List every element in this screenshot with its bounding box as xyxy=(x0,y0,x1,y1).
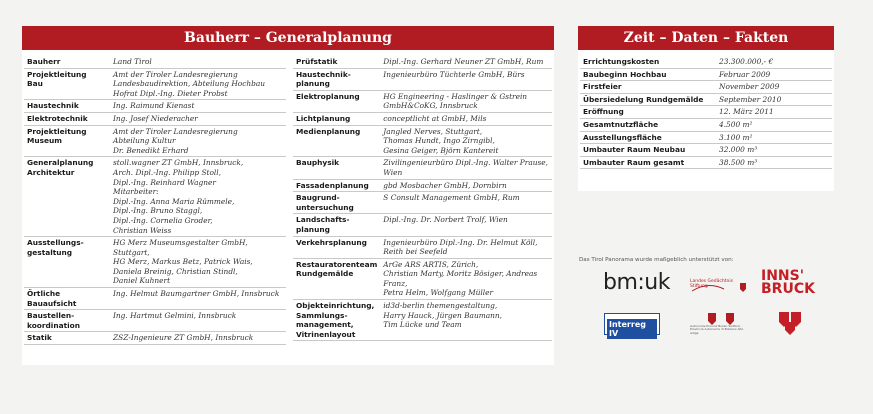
table-row xyxy=(293,236,552,258)
row-value: gbd Mosbacher GmbH, Dornbirn xyxy=(380,179,552,192)
bmuk-logo-text: bm:uk xyxy=(603,270,670,295)
row-key: Prüfstatik xyxy=(293,56,380,68)
row-key: Restauratorenteam Rundgemälde xyxy=(293,258,380,299)
innsbruck-coat-of-arms-icon xyxy=(777,310,803,340)
row-value: HG Engineering - Haslinger & Gstrein GmbH&CoKG, Innsbruck xyxy=(380,90,552,112)
row-key: Umbauter Raum gesamt xyxy=(580,156,716,169)
left-panel xyxy=(22,26,554,365)
row-value: November 2009 xyxy=(716,81,832,94)
table-row xyxy=(293,214,552,236)
innsbruck-logo xyxy=(761,270,815,296)
table-row xyxy=(293,90,552,112)
row-value: ArGe ARS ARTIS, Zürich, Christian Marty, Moritz Bösiger, Andreas Franz, Petra Helm, Wolfgang Müller xyxy=(380,258,552,299)
row-value: Dipl.-Ing. Dr. Norbert Trolf, Wien xyxy=(380,214,552,236)
facts-table-wrap xyxy=(580,56,832,169)
row-key: Fassadenplanung xyxy=(293,179,380,192)
row-key: Firstfeier xyxy=(580,81,716,94)
table-row xyxy=(24,100,286,113)
interreg-text: Interreg IV xyxy=(607,319,657,339)
table-row xyxy=(24,56,286,68)
row-value: Ing. Helmut Baumgartner GmbH, Innsbruck xyxy=(110,288,286,310)
row-key: Lichtplanung xyxy=(293,112,380,125)
table-row xyxy=(580,131,832,144)
row-key: Statik xyxy=(24,332,110,345)
row-value: 4.500 m² xyxy=(716,118,832,131)
table-row xyxy=(293,157,552,179)
row-key: Verkehrsplanung xyxy=(293,236,380,258)
row-key: Ausstellungs- gestaltung xyxy=(24,237,110,288)
table-row xyxy=(24,112,286,125)
row-key: Gesamtnutzfläche xyxy=(580,118,716,131)
table-row xyxy=(24,332,286,345)
table-row xyxy=(293,179,552,192)
table-row xyxy=(580,56,832,68)
table-col2 xyxy=(293,56,552,341)
coat-of-arms-icon xyxy=(777,310,803,336)
table-row xyxy=(580,106,832,119)
row-value: Amt der Tiroler Landesregierung Landesbaudirektion, Abteilung Hochbau Hofrat Dipl.-Ing. Dieter Probst xyxy=(110,68,286,100)
table-row xyxy=(580,156,832,169)
row-value: Ingenieurbüro Tüchterle GmbH, Bürs xyxy=(380,68,552,90)
row-key: Baustellen- koordination xyxy=(24,310,110,332)
table-row xyxy=(24,68,286,100)
table-row xyxy=(24,310,286,332)
row-value: conceptlicht at GmbH, Mils xyxy=(380,112,552,125)
row-key: Objekteinrichtung, Sammlungs- management, Vitrinenlayout xyxy=(293,300,380,341)
table-row xyxy=(580,93,832,106)
row-value: Ingenieurbüro Dipl.-Ing. Dr. Helmut Köll, Reith bei Seefeld xyxy=(380,236,552,258)
row-value: Februar 2009 xyxy=(716,68,832,81)
row-value: Zivilingenieurbüro Dipl.-Ing. Walter Prause, Wien xyxy=(380,157,552,179)
table-col1 xyxy=(24,56,286,345)
row-value: HG Merz Museumsgestalter GmbH, Stuttgart, HG Merz, Markus Betz, Patrick Wais, Daniela Breinig, Christian Stindl, Daniel Kuhnert xyxy=(110,237,286,288)
row-value: 12. März 2011 xyxy=(716,106,832,119)
bmuk-logo xyxy=(603,270,670,295)
row-key: Baubeginn Hochbau xyxy=(580,68,716,81)
row-key: Errichtungskosten xyxy=(580,56,716,68)
table-row xyxy=(580,81,832,94)
table-row xyxy=(293,258,552,299)
row-value: Ing. Hartmut Gelmini, Innsbruck xyxy=(110,310,286,332)
table-row xyxy=(580,144,832,157)
table-row xyxy=(293,112,552,125)
row-key: Projektleitung Museum xyxy=(24,125,110,157)
interreg-logo xyxy=(604,313,660,338)
table-row xyxy=(293,68,552,90)
table-row xyxy=(24,288,286,310)
table-row xyxy=(293,56,552,68)
table-row xyxy=(293,125,552,157)
row-key: Projektleitung Bau xyxy=(24,68,110,100)
table-row xyxy=(293,300,552,341)
row-value: 38.500 m³ xyxy=(716,156,832,169)
region-text: Autonome Provinz Bozen Südtirol · Provincia Autonoma di Bolzano Alto Adige xyxy=(690,325,744,335)
table-row xyxy=(580,118,832,131)
table-row xyxy=(580,68,832,81)
row-key: Übersiedelung Rundgemälde xyxy=(580,93,716,106)
facts-table xyxy=(580,56,832,169)
row-value: S Consult Management GmbH, Rum xyxy=(380,192,552,214)
table-row xyxy=(24,157,286,237)
row-key: Haustechnik xyxy=(24,100,110,113)
row-value: 23.300.000,- € xyxy=(716,56,832,68)
left-panel-title: Bauherr – Generalplanung xyxy=(22,26,554,50)
right-panel xyxy=(578,26,834,191)
landes-stiftung-logo xyxy=(690,279,752,295)
row-value: 3.100 m² xyxy=(716,131,832,144)
row-key: Haustechnik- planung xyxy=(293,68,380,90)
region-logo xyxy=(690,311,752,335)
row-value: Land Tirol xyxy=(110,56,286,68)
innsbruck-line1: INNS' xyxy=(761,268,805,284)
row-value: ZSZ-Ingenieure ZT GmbH, Innsbruck xyxy=(110,332,286,345)
row-key: Örtliche Bauaufsicht xyxy=(24,288,110,310)
row-key: Elektroplanung xyxy=(293,90,380,112)
row-key: Ausstellungsfläche xyxy=(580,131,716,144)
row-value: Ing. Raimund Kienast xyxy=(110,100,286,113)
left-column-2 xyxy=(293,56,552,341)
landes-stiftung-text: Landes Gedächtnis Stiftung xyxy=(690,279,733,289)
row-value: Amt der Tiroler Landesregierung Abteilung Kultur Dr. Benedikt Erhard xyxy=(110,125,286,157)
right-panel-title: Zeit – Daten – Fakten xyxy=(578,26,834,50)
row-key: Umbauter Raum Neubau xyxy=(580,144,716,157)
innsbruck-line2: BRUCK xyxy=(761,281,815,297)
sponsor-note: Das Tirol Panorama wurde maßgeblich unterstützt von: xyxy=(579,257,734,263)
row-value: Dipl.-Ing. Gerhard Neuner ZT GmbH, Rum xyxy=(380,56,552,68)
row-value: 32.000 m³ xyxy=(716,144,832,157)
row-key: Landschafts- planung xyxy=(293,214,380,236)
row-key: Baugrund- untersuchung xyxy=(293,192,380,214)
row-key: Bauphysik xyxy=(293,157,380,179)
row-key: Bauherr xyxy=(24,56,110,68)
row-key: Generalplanung Architektur xyxy=(24,157,110,237)
left-column-1 xyxy=(24,56,286,345)
row-key: Medienplanung xyxy=(293,125,380,157)
row-value: Jangled Nerves, Stuttgart, Thomas Hundt, Ingo Zirngibl, Gesina Geiger, Björn Kantereit xyxy=(380,125,552,157)
table-row xyxy=(293,192,552,214)
row-key: Elektrotechnik xyxy=(24,112,110,125)
row-value: stoll.wagner ZT GmbH, Innsbruck, Arch. Dipl.-Ing. Philipp Stoll, Dipl.-Ing. Reinhard Wagner Mitarbeiter: Dipl.-Ing. Anna Maria Rümmele, Dipl.-Ing. Bruno Staggl, Dipl.-Ing. Cornelia Groder, Christian Weiss xyxy=(110,157,286,237)
row-value: id3d-berlin themengestaltung, Harry Hauck, Jürgen Baumann, Tim Lücke und Team xyxy=(380,300,552,341)
row-value: Ing. Josef Niederacher xyxy=(110,112,286,125)
table-row xyxy=(24,237,286,288)
row-value: September 2010 xyxy=(716,93,832,106)
row-key: Eröffnung xyxy=(580,106,716,119)
table-row xyxy=(24,125,286,157)
